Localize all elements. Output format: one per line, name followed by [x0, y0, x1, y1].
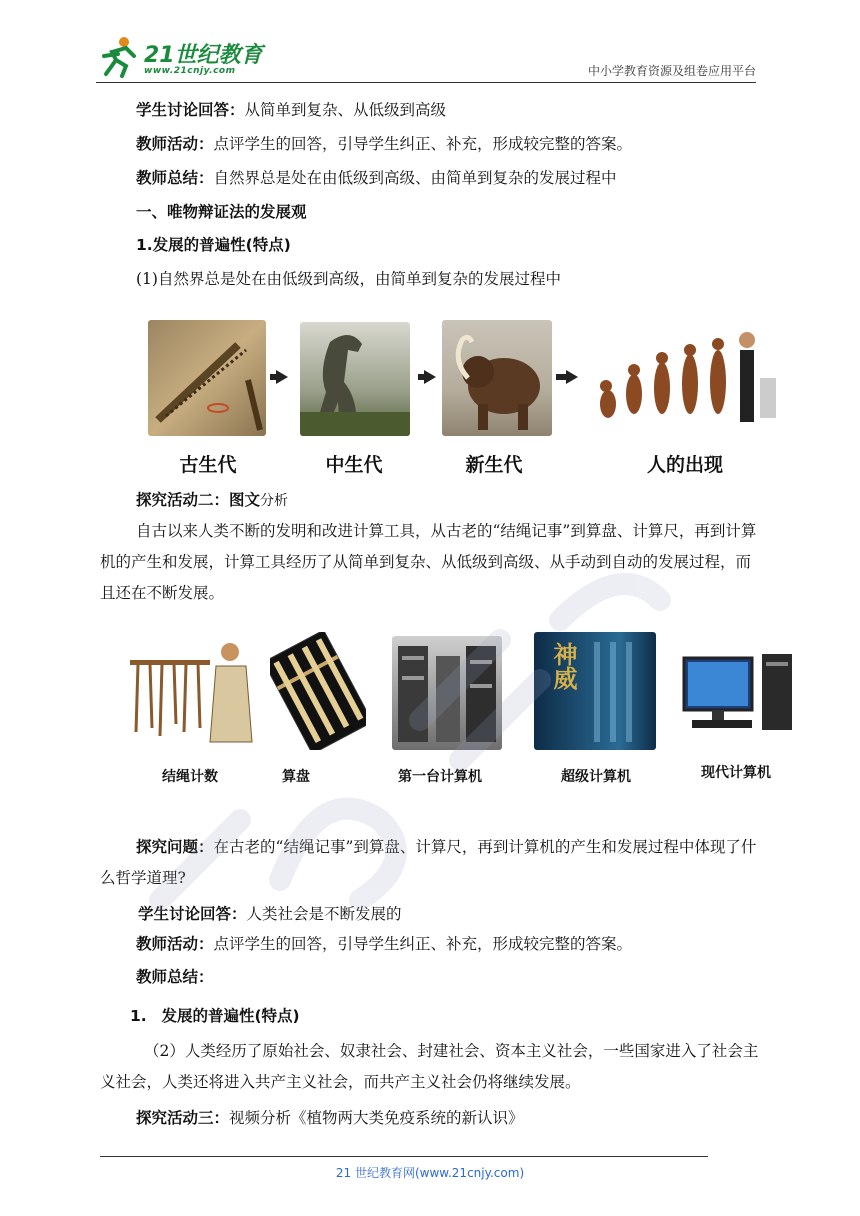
subsection-heading: 1.发展的普遍性(特点) [136, 236, 291, 254]
cenozoic-image [442, 320, 552, 436]
computing-figure [130, 624, 800, 794]
text: 在古老的“结绳记事”到算盘、计算尺，再到计算机的产生和发展过程中体现了什么哲学道理? [100, 838, 757, 887]
point-line: (1)自然界总是处在由低级到高级，由简单到复杂的发展过程中 [136, 270, 561, 288]
activity-two-paragraph: 自古以来人类不断的发明和改进计算工具，从古老的“结绳记事”到算盘、计算尺，再到计算机的产生和发展，计算工具经历了从简单到复杂、从低级到高级、从手动到自动的发展过程，而且还在不断发展。 [100, 522, 757, 602]
text: 人类社会是不断发展的 [246, 905, 402, 923]
paleozoic-image [148, 320, 266, 436]
desktop-computer-icon [678, 648, 796, 750]
abacus-image [270, 632, 366, 750]
text: 从简单到复杂、从低级到高级 [244, 101, 447, 119]
text: 视频分析《植物两大类免疫系统的新认识》 [229, 1109, 524, 1127]
mesozoic-image [300, 322, 410, 436]
label: 学生讨论回答： [138, 905, 247, 923]
site-logo [96, 34, 266, 82]
subsection-heading-2 [130, 1004, 300, 1028]
caption-paleozoic: 古生代 [179, 454, 237, 476]
activity-two-heading [136, 488, 288, 513]
arrow-shaft [418, 374, 426, 380]
label: 学生讨论回答： [136, 101, 245, 119]
caption-knot-counting: 结绳计数 [162, 769, 218, 785]
caption-human-appearance: 人的出现 [646, 454, 723, 476]
text: 发展的普遍性(特点) [161, 1007, 300, 1025]
logo-text: 21世纪教育 [144, 43, 263, 68]
label-tail: 分析 [260, 493, 289, 509]
label: 教师总结： [136, 169, 214, 187]
student-answer-line-2 [138, 902, 402, 926]
modern-computer-image [678, 648, 796, 750]
section-heading: 一、唯物辩证法的发展观 [136, 203, 307, 221]
human-evolution-icon [592, 318, 780, 436]
text: 点评学生的回答，引导学生纠正、补充，形成较完整的答案。 [213, 135, 633, 153]
label: 探究活动三： [136, 1109, 230, 1127]
mammoth-icon [442, 320, 552, 436]
label: 教师活动： [136, 135, 214, 153]
footer-link[interactable]: 21 世纪教育网(www.21cnjy.com) [335, 1166, 525, 1180]
dinosaur-icon [300, 322, 410, 436]
trilobite-fossil-icon [148, 320, 266, 436]
caption-abacus: 算盘 [282, 769, 310, 785]
label: 教师活动： [136, 935, 214, 953]
arrow-shaft [556, 374, 568, 380]
text: 自然界总是处在由低级到高级、由简单到复杂的发展过程中 [213, 169, 617, 187]
teacher-activity-line [136, 132, 632, 156]
supercomputer-image [534, 632, 656, 750]
student-answer-line [136, 98, 446, 122]
footer-divider [100, 1156, 708, 1157]
server-rack-icon [534, 632, 656, 750]
teacher-summary-line [136, 166, 617, 190]
header-divider [96, 82, 756, 83]
knot-counting-image [130, 632, 258, 750]
evolution-figure [140, 318, 780, 478]
runner-logo-icon [96, 34, 142, 80]
human-evolution-image [592, 318, 780, 436]
teacher-activity-line-2 [136, 932, 632, 956]
activity-three-line [136, 1106, 524, 1130]
teacher-summary-line-2: 教师总结： [136, 968, 214, 986]
eniac-icon [392, 636, 502, 750]
caption-supercomputer: 超级计算机 [561, 769, 631, 785]
number: 1. [130, 1007, 147, 1025]
first-computer-image [392, 636, 502, 750]
platform-title: 中小学教育资源及组卷应用平台 [587, 64, 756, 78]
abacus-icon [270, 632, 366, 750]
label: 探究问题： [136, 838, 214, 856]
knotted-rope-icon [130, 632, 258, 750]
point-two-paragraph: （2）人类经历了原始社会、奴隶社会、封建社会、资本主义社会，一些国家进入了社会主义社会，人类还将进入共产主义社会，而共产主义社会仍将继续发展。 [100, 1042, 759, 1091]
inquiry-question [100, 832, 764, 894]
logo-url: www.21cnjy.com [144, 66, 236, 76]
text: 点评学生的回答，引导学生纠正、补充，形成较完整的答案。 [213, 935, 633, 953]
label: 探究活动二：图文 [136, 491, 261, 509]
caption-first-computer: 第一台计算机 [398, 769, 482, 785]
supercomputer-label: 神威 [549, 642, 578, 690]
caption-mesozoic: 中生代 [325, 454, 383, 476]
caption-modern-computer: 现代计算机 [701, 765, 771, 781]
arrow-shaft [270, 374, 278, 380]
caption-cenozoic: 新生代 [465, 454, 523, 476]
